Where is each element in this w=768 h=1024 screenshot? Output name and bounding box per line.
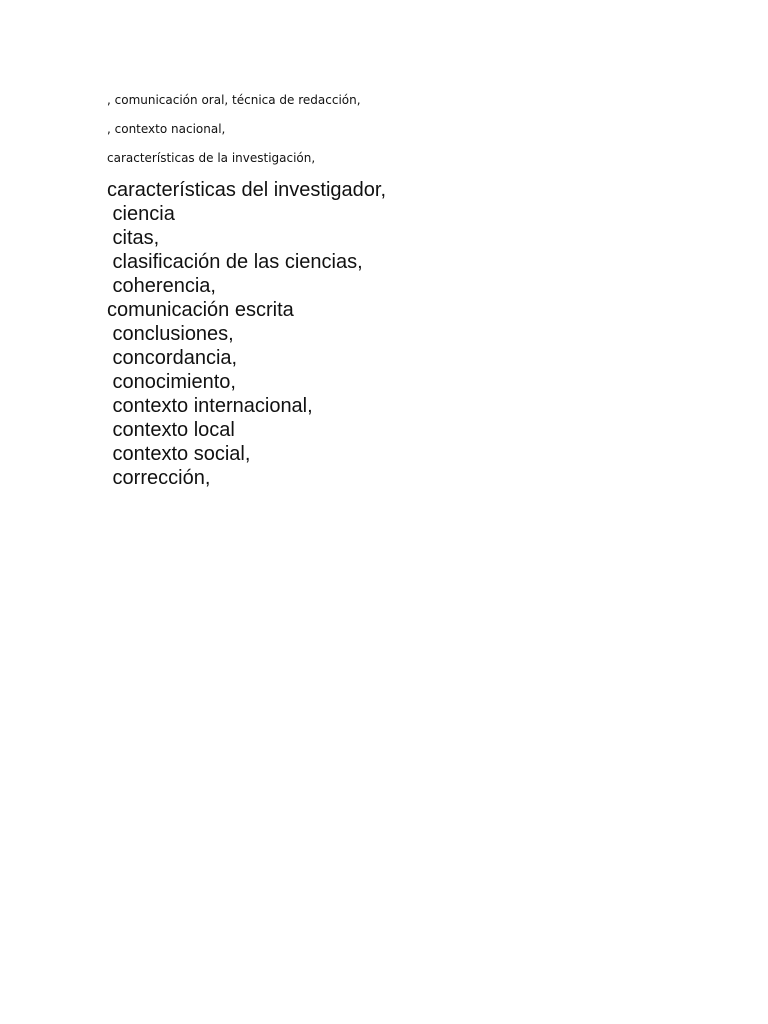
text-line: , comunicación oral, técnica de redacción, [107,93,361,107]
list-item: comunicación escrita [107,299,294,321]
text-line: características de la investigación, [107,151,316,165]
list-item: ciencia [107,203,175,225]
list-item: contexto local [107,419,235,441]
text-line: , contexto nacional, [107,122,226,136]
list-item: citas, [107,227,160,249]
list-item: concordancia, [107,347,238,369]
list-item: conocimiento, [107,371,236,393]
list-item: coherencia, [107,275,216,297]
list-item: características del investigador, [107,179,387,201]
list-item: contexto internacional, [107,395,313,417]
keyword-list [107,178,386,490]
list-item: corrección, [107,467,211,489]
list-item: contexto social, [107,443,251,465]
list-item: conclusiones, [107,323,234,345]
list-item: clasificación de las ciencias, [107,251,363,273]
